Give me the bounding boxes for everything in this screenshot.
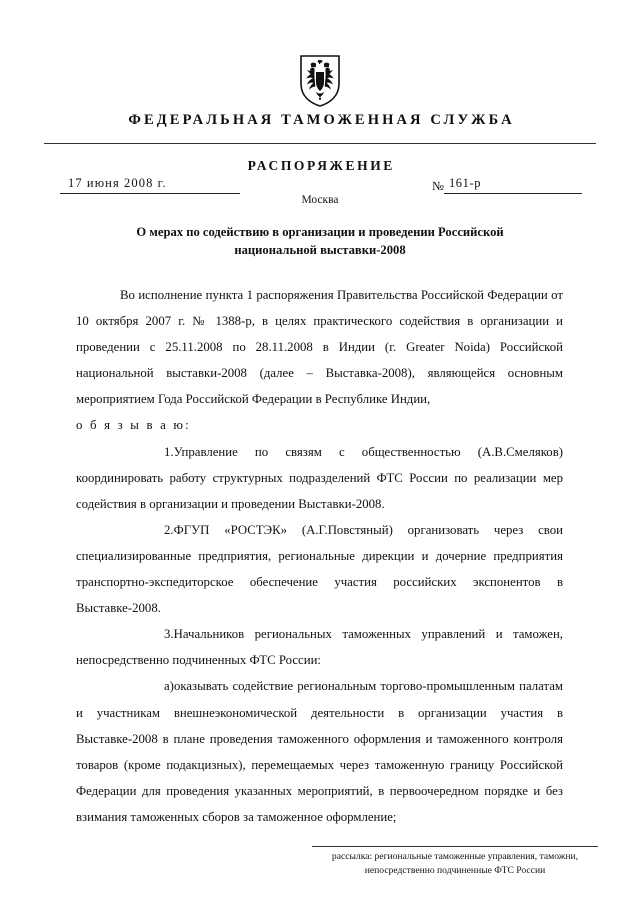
footer-line-1: рассылка: региональные таможенные управления, таможни, xyxy=(331,851,579,862)
emblem-container xyxy=(0,54,640,113)
subject-line-1: О мерах по содействию в организации и проведении Российской xyxy=(136,225,504,239)
footer-line-2: непосредственно подчиненные ФТС России xyxy=(364,864,546,876)
directive-word xyxy=(76,412,563,438)
clause-1-text: Управление по связям с общественностью (А.В.Смеляков) координировать работу структурных подразделений ФТС России по реализации мер содействия в организации и проведении Выставки-2008. xyxy=(76,444,563,511)
clause-1 xyxy=(76,439,563,517)
clause-1-marker: 1. xyxy=(164,444,174,459)
number-sign-label: № xyxy=(432,179,444,193)
subject-line-2: национальной выставки-2008 xyxy=(234,242,406,257)
issuing-city: Москва xyxy=(301,194,339,206)
header-divider xyxy=(44,143,596,144)
document-number-value: 161-р xyxy=(444,176,582,194)
clause-3 xyxy=(76,621,563,673)
clause-2-marker: 2. xyxy=(164,522,174,537)
distribution-footer xyxy=(312,846,598,877)
organization-title: ФЕДЕРАЛЬНАЯ ТАМОЖЕННАЯ СЛУЖБА xyxy=(128,112,515,128)
document-date: 17 июня 2008 г. xyxy=(60,176,240,194)
russian-coat-of-arms-icon xyxy=(299,54,341,108)
document-subject xyxy=(104,224,536,260)
clause-3-text: Начальников региональных таможенных управлений и таможен, непосредственно подчиненных ФТС России: xyxy=(76,627,563,668)
preamble-paragraph: Во исполнение пункта 1 распоряжения Правительства Российской Федерации от 10 октября 2007 г. № 1388-р, в целях практического содействия в организации и проведении с 25.11.2008 по 28.11.2008 в Индии (г. Greater Noida) Российской национальной выставки-2008 (далее – Выставка-2008), являющейся основным мероприятием Года Российской Федерации в Республике Индии, xyxy=(76,288,563,407)
document-type-title: РАСПОРЯЖЕНИЕ xyxy=(247,158,395,173)
clause-2-text: ФГУП «РОСТЭК» (А.Г.Повстяный) организовать через свои специализированные предприятия, региональные дирекции и дочерние предприятия транспортно-экспедиторское обеспечение участия российских экспонентов в Выставке-2008. xyxy=(76,522,563,616)
document-number-block xyxy=(432,176,594,194)
clause-3a-marker: а) xyxy=(164,679,174,694)
clause-3a-text: оказывать содействие региональным торгово-промышленным палатам и участникам внешнеэкономической деятельности в организации участия в Выставке-2008 в плане проведения таможенного оформления и таможенного контроля товаров (кроме подакцизных), перемещаемых через таможенную границу Российской Федерации для проведения указанных мероприятий, в первоочередном порядке и без взимания таможенных сборов за таможенное оформление; xyxy=(76,679,563,824)
clause-3-marker: 3. xyxy=(164,627,174,642)
directive-word-text: о б я з ы в а ю: xyxy=(76,418,191,433)
document-body xyxy=(76,282,563,830)
clause-2 xyxy=(76,517,563,621)
clause-3a xyxy=(76,673,563,830)
